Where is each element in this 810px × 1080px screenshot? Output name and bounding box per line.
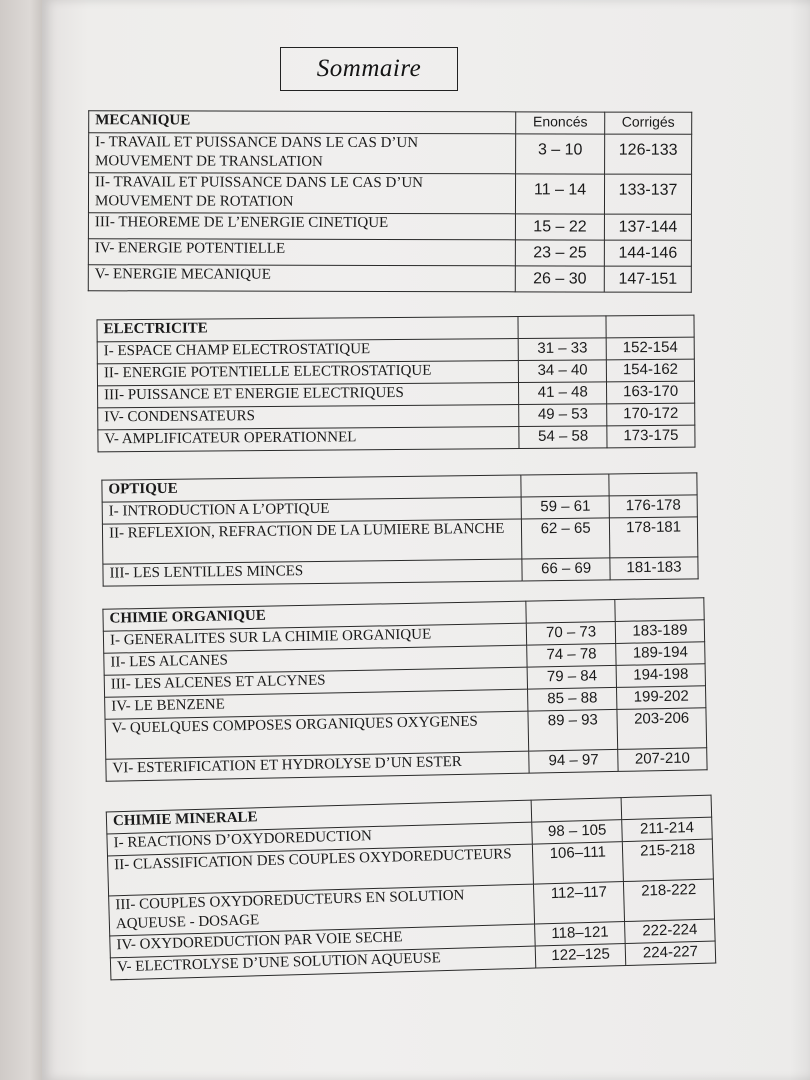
corriges-pages: 181-183: [610, 557, 698, 580]
chapter-label: I- INTRODUCTION A L’OPTIQUE: [102, 497, 521, 524]
corriges-pages: 199-202: [617, 686, 706, 710]
enonces-pages: 94 – 97: [529, 749, 618, 773]
table-row: [88, 265, 691, 293]
corriges-pages: 173-175: [607, 425, 695, 448]
chapter-label: II- TRAVAIL ET PUISSANCE DANS LE CAS D’UN MOUVEMENT DE ROTATION: [88, 173, 515, 214]
corriges-pages: 183-189: [615, 620, 704, 644]
enonces-pages: 11 – 14: [516, 174, 605, 214]
enonces-pages: 106–111: [533, 842, 624, 884]
corriges-pages: 224-227: [625, 941, 715, 966]
toc-table-optique: [101, 472, 698, 586]
chapter-label: III- THEOREME DE L’ENERGIE CINETIQUE: [88, 213, 515, 240]
corriges-pages: 215-218: [622, 839, 713, 881]
enonces-pages: 74 – 78: [527, 643, 616, 667]
corriges-pages: 147-151: [604, 266, 691, 292]
enonces-header: [518, 316, 606, 339]
corriges-pages: 189-194: [616, 642, 705, 666]
chapter-label: IV- OXYDOREDUCTION PAR VOIE SECHE: [110, 924, 536, 958]
chapter-label: I- REACTIONS D’OXYDOREDUCTION: [107, 822, 533, 856]
enonces-pages: 89 – 93: [528, 709, 618, 751]
corriges-pages: 137-144: [604, 214, 691, 240]
chapter-label: II- ENERGIE POTENTIELLE ELECTROSTATIQUE: [97, 361, 518, 386]
toc-section-header: [89, 111, 692, 135]
corriges-pages: 194-198: [616, 664, 705, 688]
corriges-pages: 178-181: [609, 517, 697, 558]
enonces-pages: 112–117: [534, 882, 625, 924]
chapter-label: III- PUISSANCE ET ENERGIE ELECTRIQUES: [98, 383, 519, 408]
chapter-label: V- AMPLIFICATEUR OPERATIONNEL: [98, 427, 519, 452]
corriges-header: [621, 795, 711, 820]
enonces-pages: 15 – 22: [516, 214, 605, 240]
chapter-label: IV- CONDENSATEURS: [98, 405, 519, 430]
corriges-header: [615, 598, 704, 622]
corriges-pages: 133-137: [605, 174, 692, 214]
chapter-label: II- REFLEXION, REFRACTION DE LA LUMIERE BLANCHE: [102, 519, 522, 564]
table-row: [98, 425, 695, 452]
enonces-pages: 62 – 65: [522, 518, 610, 559]
enonces-pages: 34 – 40: [519, 360, 607, 383]
table-row: [89, 133, 692, 175]
enonces-pages: 59 – 61: [521, 496, 609, 519]
corriges-header: Corrigés: [605, 112, 692, 134]
table-row: [88, 239, 691, 267]
enonces-pages: 66 – 69: [522, 558, 610, 581]
enonces-pages: 79 – 84: [527, 665, 616, 689]
enonces-pages: 122–125: [535, 944, 625, 969]
chapter-label: IV- LE BENZENE: [105, 689, 529, 719]
chapter-label: IV- ENERGIE POTENTIELLE: [88, 239, 515, 266]
enonces-pages: 3 – 10: [516, 134, 605, 174]
chapter-label: I- GENERALITES SUR LA CHIMIE ORGANIQUE: [103, 623, 527, 653]
table-row: [88, 173, 691, 215]
corriges-pages: 144-146: [604, 240, 691, 266]
enonces-pages: 41 – 48: [519, 382, 607, 405]
corriges-pages: 211-214: [622, 817, 712, 842]
chapter-label: III- LES LENTILLES MINCES: [103, 559, 522, 586]
enonces-pages: 85 – 88: [528, 687, 617, 711]
table-row: [88, 213, 691, 241]
toc-table-electricite: [96, 315, 695, 453]
corriges-pages: 126-133: [605, 134, 692, 174]
chapter-label: VI- ESTERIFICATION ET HYDROLYSE D’UN ESTER: [106, 751, 530, 781]
corriges-header: [609, 473, 697, 496]
chapter-label: V- ELECTROLYSE D’UNE SOLUTION AQUEUSE: [110, 946, 536, 980]
section-heading: CHIMIE ORGANIQUE: [103, 601, 527, 631]
corriges-pages: 176-178: [609, 495, 697, 518]
enonces-header: Enoncés: [516, 112, 605, 134]
section-heading: CHIMIE MINERALE: [106, 800, 532, 834]
corriges-pages: 207-210: [618, 748, 707, 772]
section-heading: MECANIQUE: [89, 111, 516, 134]
enonces-pages: 23 – 25: [515, 240, 604, 266]
enonces-pages: 54 – 58: [519, 426, 607, 449]
page-edge-shade: [790, 0, 810, 1080]
chapter-label: II- CLASSIFICATION DES COUPLES OXYDOREDUCTEURS: [108, 844, 534, 896]
section-heading: ELECTRICITE: [97, 317, 518, 342]
corriges-pages: 163-170: [607, 381, 695, 404]
chapter-label: III- COUPLES OXYDOREDUCTEURS EN SOLUTION AQUEUSE - DOSAGE: [109, 884, 535, 936]
enonces-pages: 49 – 53: [519, 404, 607, 427]
enonces-header: [531, 798, 621, 823]
enonces-pages: 31 – 33: [518, 338, 606, 361]
chapter-label: I- TRAVAIL ET PUISSANCE DANS LE CAS D’UN MOUVEMENT DE TRANSLATION: [89, 133, 516, 174]
corriges-pages: 222-224: [625, 919, 715, 944]
section-heading: OPTIQUE: [102, 475, 521, 502]
enonces-pages: 118–121: [535, 922, 625, 947]
chapter-label: III- LES ALCENES ET ALCYNES: [104, 667, 528, 697]
corriges-pages: 154-162: [606, 359, 694, 382]
enonces-header: [526, 599, 615, 623]
enonces-pages: 98 – 105: [532, 820, 622, 845]
page-title: Sommaire: [280, 47, 458, 91]
toc-table-mecanique: [88, 110, 692, 293]
corriges-pages: 170-172: [607, 403, 695, 426]
toc-table-chimie-minerale: [106, 795, 716, 981]
enonces-pages: 70 – 73: [526, 621, 615, 645]
enonces-pages: 26 – 30: [515, 266, 604, 292]
chapter-label: II- LES ALCANES: [104, 645, 528, 675]
corriges-pages: 203-206: [617, 708, 707, 750]
chapter-label: V- QUELQUES COMPOSES ORGANIQUES OXYGENES: [105, 711, 529, 759]
corriges-pages: 152-154: [606, 337, 694, 360]
chapter-label: I- ESPACE CHAMP ELECTROSTATIQUE: [97, 339, 518, 364]
chapter-label: V- ENERGIE MECANIQUE: [88, 265, 515, 292]
corriges-pages: 218-222: [624, 879, 715, 921]
enonces-header: [521, 474, 609, 497]
corriges-header: [606, 315, 694, 338]
toc-table-chimie-organique: [102, 597, 707, 782]
